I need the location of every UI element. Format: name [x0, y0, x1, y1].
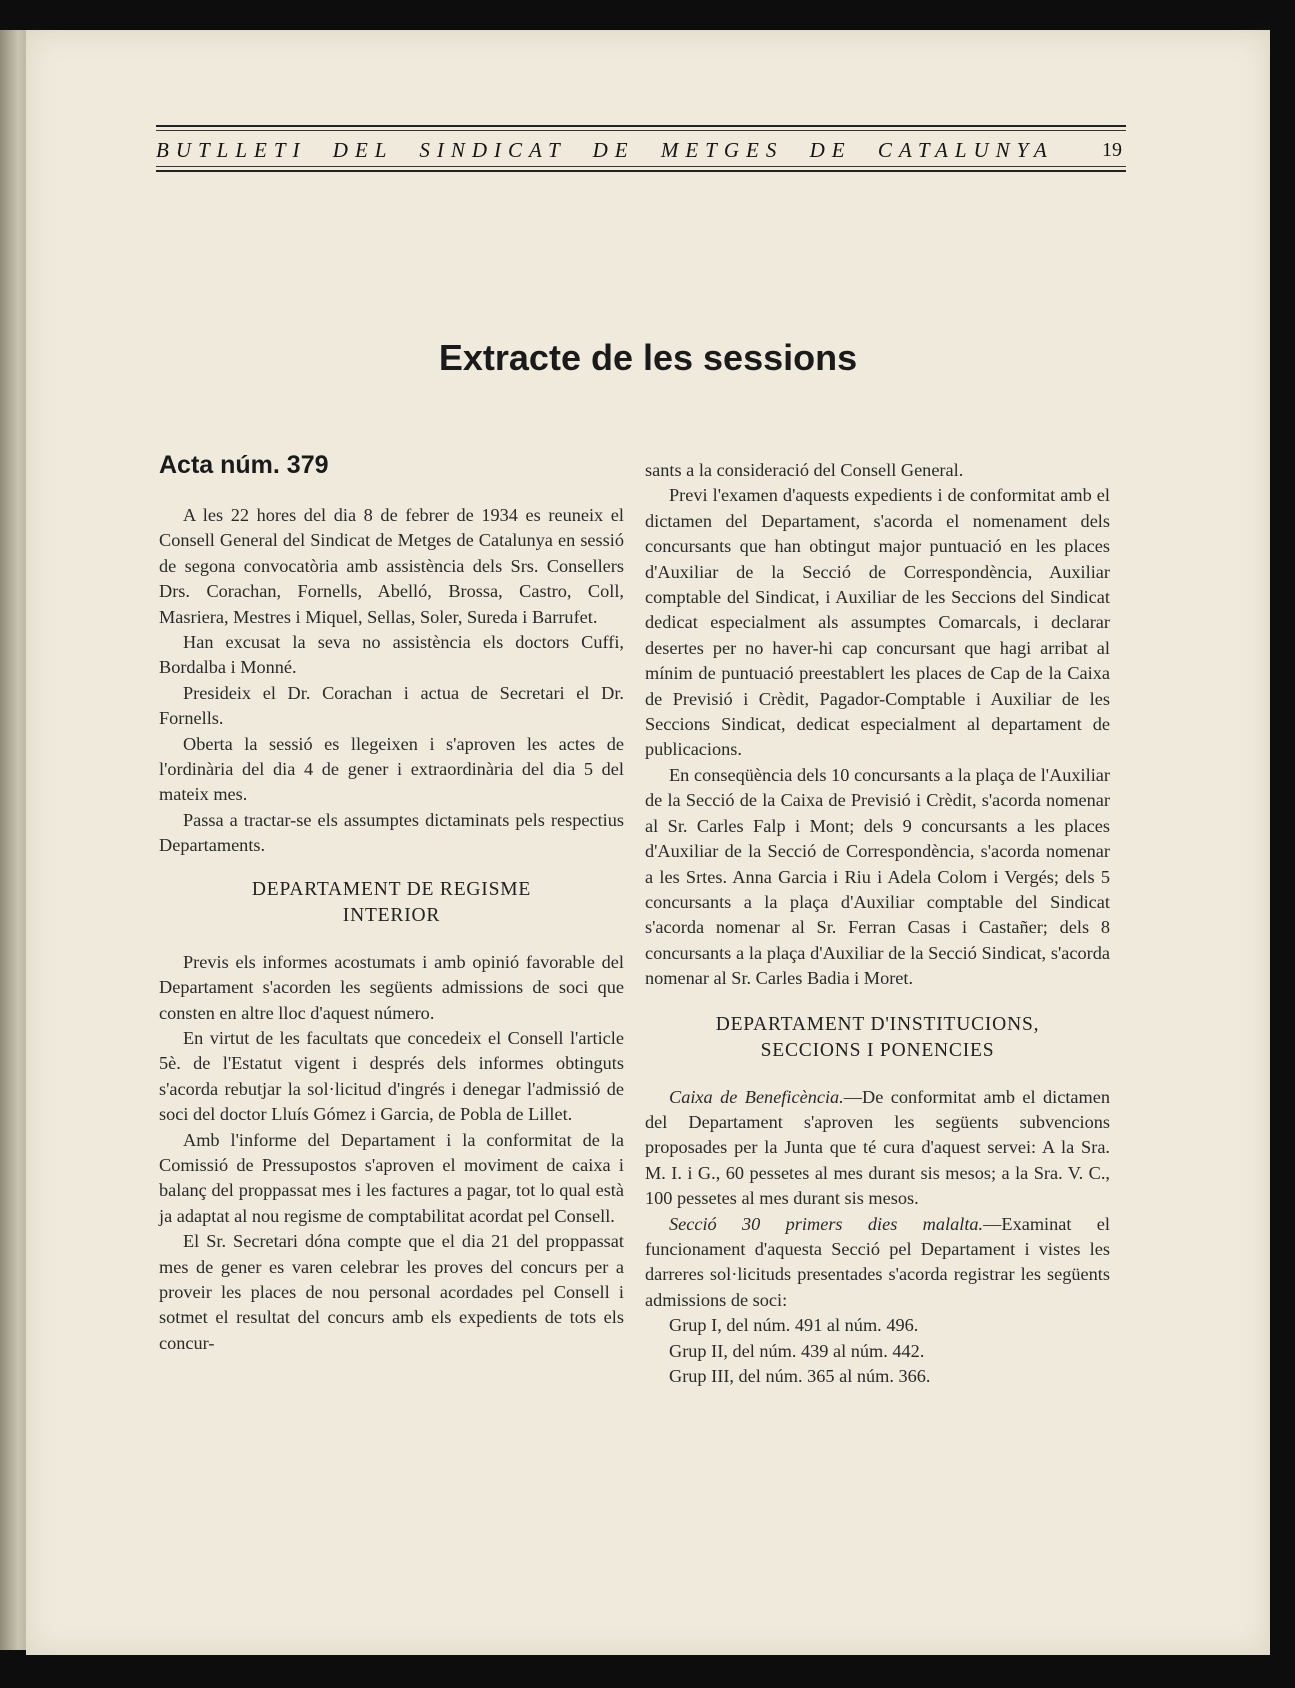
section-heading-regisme: [159, 877, 624, 929]
page-title: Extracte de les sessions: [438, 337, 858, 378]
header-rule-bottom-thin: [156, 166, 1126, 167]
paragraph: sants a la consideració del Consell General.: [645, 460, 964, 480]
right-column: [645, 458, 1110, 1389]
paragraph: Previ l'examen d'aquests expedients i de conformitat amb el dictamen del Departament, s'acorda el nomenament dels concursants que han obtingut major puntuació en les places d'Auxiliar de la Secció de Correspondència, Auxiliar comptable del Sindicat, i Auxiliar de les Seccions del Sindicat dedicat especialment als assumptes Comarcals, i declarar desertes per no haver-hi cap concursant que hagi arribat al mínim de puntuació preestablert les places de Cap de la Caixa de Previsió i Crèdit, Pagador-Comptable i Auxiliar de les Seccions Sindicat, dedicat especialment al departament de publicacions.: [645, 485, 1110, 760]
seccio-paragraph: [645, 1212, 1110, 1314]
header-row: [156, 134, 1126, 166]
section-heading-line: SECCIONS I PONENCIES: [760, 1039, 995, 1061]
caixa-text: —De conformitat amb el dictamen del Departament s'aproven les següents subvencions proposades per la Junta que té cura d'aquest servei: A la Sra. M. I. i G., 60 pessetes al mes durant sis mesos; a la Sra. V. C., 100 pessetes al mes durant sis mesos.: [645, 1086, 1110, 1209]
acta-heading: Acta núm. 379: [159, 451, 329, 479]
section-heading-line: DEPARTAMENT DE REGISME: [251, 878, 532, 900]
header-rule-top-thin: [156, 130, 1126, 131]
paragraph: En virtut de les facultats que concedeix el Consell l'article 5è. de l'Estatut vigent i després dels informes obtinguts s'acorda rebutjar la sol·licitud d'ingrés i denegar l'admissió de soci del doctor Lluís Gómez i Garcia, de Pobla de Lillet.: [159, 1027, 624, 1125]
page-number: 19: [1102, 138, 1122, 161]
paragraph: Previs els informes acostumats i amb opinió favorable del Departament s'acorden les següents admissions de soci que consten en altre lloc d'aquest número.: [159, 951, 624, 1023]
running-title: BUTLLETI DEL SINDICAT DE METGES DE CATALUNYA: [156, 137, 1054, 162]
grup-line: Grup I, del núm. 491 al núm. 496.: [669, 1315, 919, 1336]
paragraph: Amb l'informe del Departament i la conformitat de la Comissió de Pressupostos s'aproven el moviment de caixa i balanç del proppassat mes i les factures a pagar, tot lo qual està ja adaptat al nou regisme de comptabilitat acordat pel Consell.: [159, 1129, 624, 1226]
paragraph: Oberta la sessió es llegeixen i s'aproven les actes de l'ordinària del dia 4 de gener i extraordinària del dia 5 del mateix mes.: [159, 733, 624, 805]
paragraph: Presideix el Dr. Corachan i actua de Secretari el Dr. Fornells.: [159, 682, 624, 729]
header-rule-top: [156, 125, 1126, 127]
paragraph: El Sr. Secretari dóna compte que el dia 21 del proppassat mes de gener es varen celebrar les proves del concurs per a proveir les places de nou personal acordades pel Consell i sotmet el resultat del concurs amb els expedients de tots els concur-: [159, 1231, 624, 1353]
grup-line: Grup II, del núm. 439 al núm. 442.: [669, 1340, 925, 1361]
section-heading-institucions: [645, 1012, 1110, 1064]
paragraph: En conseqüència dels 10 concursants a la plaça de l'Auxiliar de la Secció de la Caixa de Previsió i Crèdit, s'acorda nomenar al Sr. Carles Falp i Mont; dels 9 concursants a les places d'Auxiliar de la Secció de Correspondència, s'acorda nomenar a les Srtes. Anna Garcia i Riu i Adela Colom i Vergés; dels 5 concursants a la plaça d'Auxiliar comptable del Sindicat s'acorda nomenar al Sr. Ferran Casas i Castañer; dels 8 concursants a la plaça d'Auxiliar de la Secció Sindicat, s'acorda nomenar al Sr. Carles Badia i Moret.: [645, 764, 1110, 989]
seccio-text: —Examinat el funcionament d'aquesta Secció pel Departament i vistes les darreres sol·licituds presentades s'acorda registrar les següents admissions de soci:: [645, 1213, 1110, 1310]
paragraph: A les 22 hores del dia 8 de febrer de 1934 es reuneix el Consell General del Sindicat de Metges de Catalunya en sessió de segona convocatòria amb assistència dels Srs. Consellers Drs. Corachan, Fornells, Abelló, Brossa, Castro, Coll, Masriera, Mestres i Miquel, Sellas, Soler, Sureda i Barrufet.: [159, 505, 624, 627]
paragraph: Han excusat la seva no assistència els doctors Cuffi, Bordalba i Monné.: [159, 632, 624, 678]
caixa-label: Caixa de Beneficència.: [669, 1086, 844, 1107]
header-rule-bottom: [156, 170, 1126, 172]
section-heading-line: DEPARTAMENT D'INSTITUCIONS,: [715, 1013, 1040, 1035]
paragraph: Passa a tractar-se els assumptes dictaminats pels respectius Departaments.: [159, 809, 624, 856]
running-header: [156, 125, 1126, 175]
grup-line: Grup III, del núm. 365 al núm. 366.: [669, 1366, 931, 1386]
caixa-paragraph: [645, 1085, 1110, 1212]
left-column: [159, 450, 624, 1356]
section-heading-line: INTERIOR: [342, 904, 441, 926]
seccio-label: Secció 30 primers dies malalta.: [669, 1213, 984, 1234]
page: [26, 30, 1270, 1655]
